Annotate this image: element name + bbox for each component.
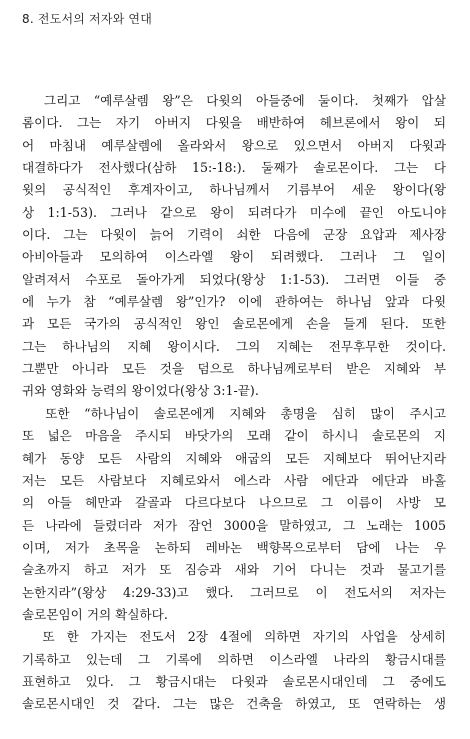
text-line: 귀와 영화와 능력의 왕이었다(왕상 3:1-끝). (22, 383, 259, 399)
text-line: 기록하고 있는데 그 기록에 의하면 이스라엘 나라의 황금시대를 (22, 651, 446, 667)
text-line: 솔로몬임이 거의 확실하다. (22, 606, 168, 622)
text-line: 아비아들과 모의하여 이스라엘 왕이 되려했다. 그러나 그 일이 (22, 249, 446, 265)
text-line: 또 한 가지는 전도서 2장 4절에 의하면 자기의 사업을 상세히 (22, 629, 446, 645)
text-line: 에 누가 참 “예루살렘 왕”인가? 이에 관하여는 하나님 앞과 다윗 (22, 294, 446, 310)
text-line: 과 모든 국가의 공식적인 왕인 솔로몬에게 손을 들게 된다. 또한 (22, 316, 446, 332)
text-line: 또 넓은 마음을 주시되 바닷가의 모래 같이 하시니 솔로몬의 지 (22, 428, 446, 444)
text-line: 표현하고 있다. 그 황금시대는 다윗과 솔로몬시대인데 그 중에도 (22, 673, 446, 689)
text-line: 의 아들 헤만과 갈골과 다르다보다 나으므로 그 이름이 사방 모 (22, 495, 446, 511)
paragraph (22, 626, 446, 715)
text-line: 또한 “하나님이 솔로몬에게 지혜와 총명을 심히 많이 주시고 (22, 405, 446, 421)
body-text (22, 90, 446, 716)
text-line: 그는 하나님의 지혜 왕이시다. 그의 지혜는 전무후무한 것이다. (22, 338, 446, 354)
text-line: 든 나라에 들렸더라 저가 잠언 3000을 말하였고, 그 노래는 1005 (22, 517, 446, 533)
text-line: 어 마침내 예루살렘에 올라와서 왕으로 있으면서 아버지 다윗과 (22, 137, 446, 153)
text-line: 저는 모든 사람보다 지혜로와서 에스라 사람 에단과 에단과 바홀 (22, 472, 446, 488)
text-line: 대결하다가 전사했다(삼하 15:-18:). 둘째가 솔로몬이다. 그는 다 (22, 160, 446, 176)
text-line: 혜가 동양 모든 사람의 지혜와 애굽의 모든 지혜보다 뛰어난지라 (22, 450, 446, 466)
text-line: 알려져서 수포로 돌아가게 되었다(왕상 1:1-53). 그러면 이들 중 (22, 271, 446, 287)
paragraph (22, 403, 446, 626)
text-line: 논한지라”(왕상 4:29-33)고 했다. 그러므로 이 전도서의 저자는 (22, 584, 446, 600)
text-line: 슬초까지 하고 저가 또 짐승과 새와 기어 다니는 것과 물고기를 (22, 562, 446, 578)
text-line: 이며, 저가 초목을 논하되 레바논 백향목으로부터 담에 나는 우 (22, 539, 446, 555)
paragraph (22, 90, 446, 403)
text-line: 이다. 그는 다윗이 늙어 기력이 쇠한 다음에 군장 요압과 제사장 (22, 227, 446, 243)
text-line: 상 1:1-53). 그러나 같으로 왕이 되려다가 미수에 끝인 아도니야 (22, 204, 446, 220)
page-header: 8. 전도서의 저자와 연대 (22, 12, 153, 26)
text-line: 윗의 공식적인 후계자이고, 하나님께서 기름부어 세운 왕이다(왕 (22, 182, 446, 198)
text-line: 그뿐만 아니라 모든 것을 덤으로 하나님께로부터 받은 지혜와 부 (22, 361, 446, 377)
text-line: 그리고 “예루살렘 왕”은 다윗의 아들중에 둘이다. 첫째가 압살 (22, 93, 446, 108)
text-line: 솔로몬시대인 것 같다. 그는 많은 건축을 하였고, 또 연락하는 생 (22, 696, 446, 712)
text-line: 롬이다. 그는 자기 아버지 다윗을 배반하여 헤브론에서 왕이 되 (22, 115, 446, 131)
